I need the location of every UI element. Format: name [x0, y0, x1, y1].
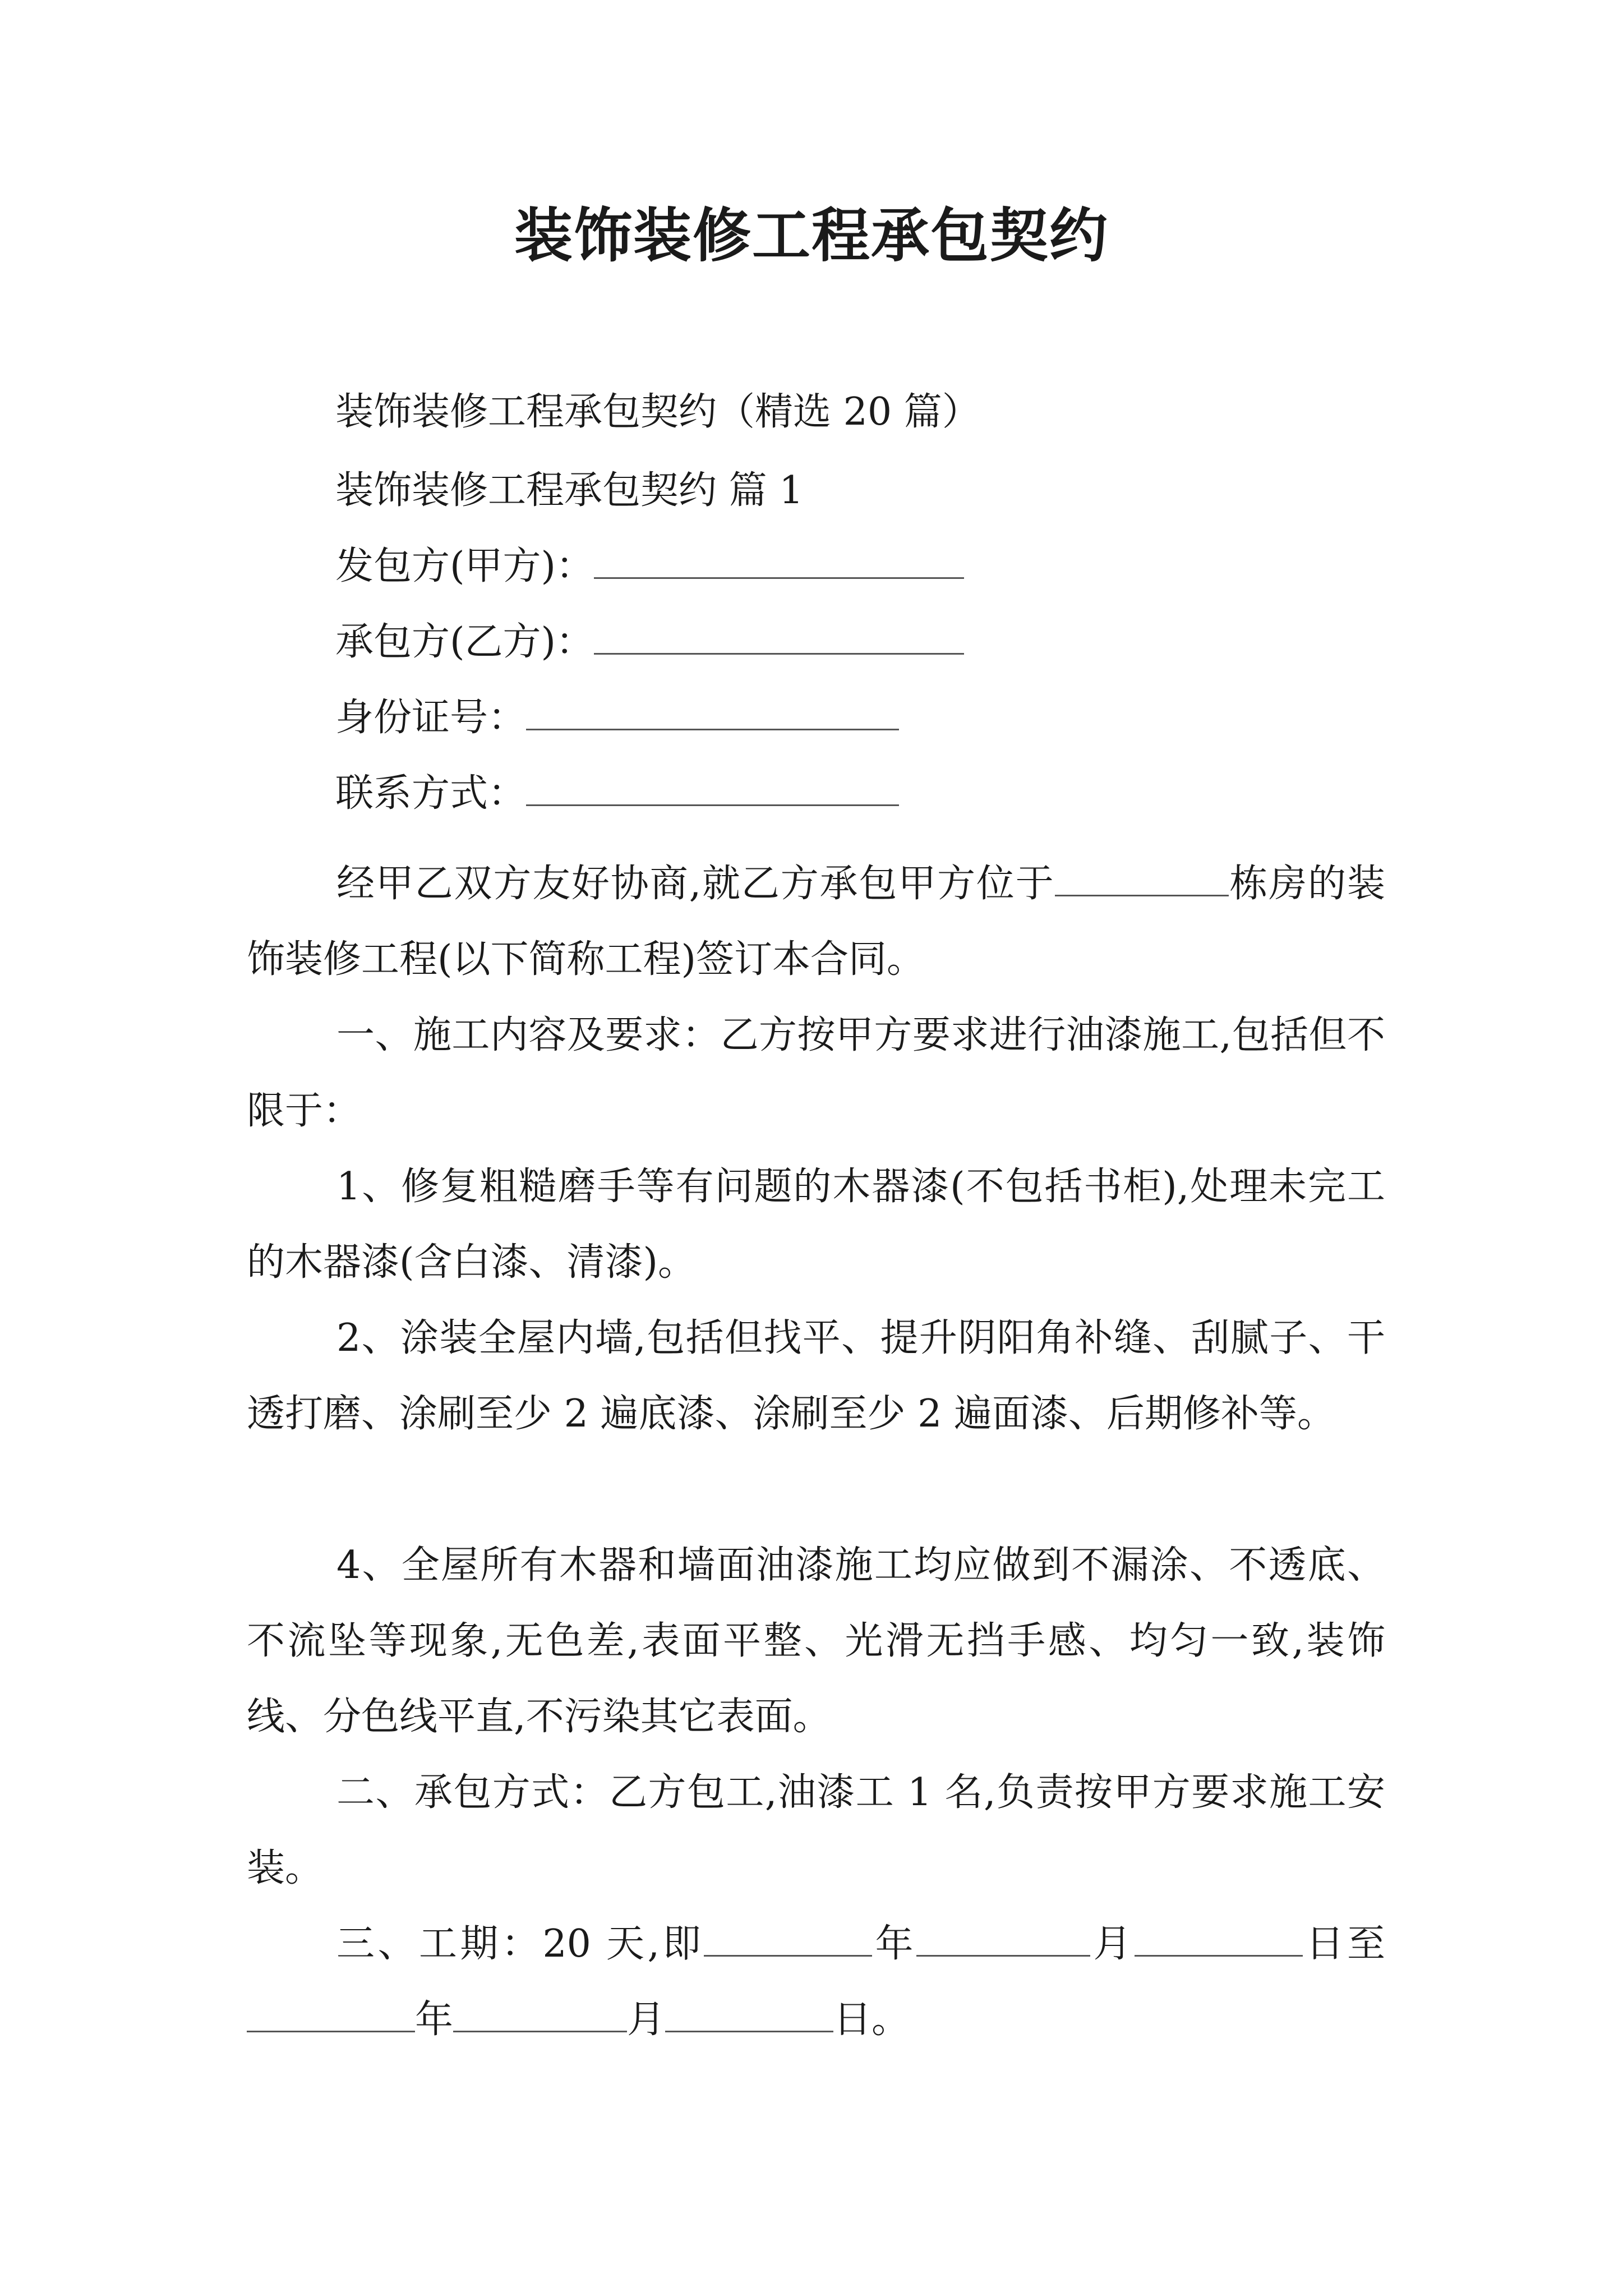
end-year-blank: [247, 1997, 415, 2032]
to-text: 至: [1347, 1922, 1385, 1966]
clause-1-item-1: 1、修复粗糙磨手等有问题的木器漆(不包括书柜),处理未完工的木器漆(含白漆、清漆)。: [247, 1165, 1385, 1285]
end-month-blank: [453, 1997, 627, 2032]
start-month-blank: [916, 1921, 1090, 1957]
contact-field: [335, 769, 899, 819]
document-title: 装饰装修工程承包契约: [514, 201, 1109, 270]
end-day-unit: 日。: [833, 1998, 910, 2042]
clause-3-paragraph: [247, 1906, 1385, 2058]
intro-text-2: 栋房的装饰装修工程(以下简称工程)签订本合同。: [247, 862, 1385, 982]
start-year-blank: [704, 1921, 872, 1957]
document-subtitle: 装饰装修工程承包契约（精选 20 篇）: [335, 390, 980, 434]
party-a-field: [335, 541, 964, 592]
intro-text-1: 经甲乙双方友好协商,就乙方承包甲方位于: [336, 862, 1055, 906]
contact-blank: [526, 771, 899, 806]
party-a-label: 发包方(甲方)：: [335, 544, 594, 588]
end-month-unit: 月: [627, 1998, 666, 2042]
intro-paragraph: [247, 846, 1385, 997]
party-b-blank: [594, 619, 964, 655]
party-b-label: 承包方(乙方)：: [335, 620, 594, 664]
clause-1-paragraph: 一、施工内容及要求：乙方按甲方要求进行油漆施工,包括但不限于：: [247, 1013, 1385, 1133]
clause-1-item-4: 4、全屋所有木器和墙面油漆施工均应做到不漏涂、不透底、不流坠等现象,无色差,表面平整、光滑无挡手感、均匀一致,装饰线、分色线平直,不污染其它表面。: [247, 1543, 1385, 1739]
building-blank: [1055, 861, 1229, 896]
party-b-field: [335, 617, 964, 668]
id-number-blank: [526, 695, 899, 730]
clause-2-paragraph: 二、承包方式：乙方包工,油漆工 1 名,负责按甲方要求施工安装。: [247, 1770, 1385, 1890]
party-a-blank: [594, 544, 964, 579]
clause-1-item-2: 2、涂装全屋内墙,包括但找平、提升阴阳角补缝、刮腻子、干透打磨、涂刷至少 2 遍底漆、涂刷至少 2 遍面漆、后期修补等。: [247, 1316, 1385, 1436]
id-number-label: 身份证号：: [335, 696, 527, 740]
end-year-unit: 年: [415, 1998, 454, 2042]
contact-label: 联系方式：: [335, 771, 527, 816]
start-month-unit: 月: [1090, 1922, 1135, 1966]
section-heading: 装饰装修工程承包契约 篇 1: [335, 468, 804, 513]
end-day-blank: [665, 1997, 833, 2032]
start-day-blank: [1135, 1921, 1303, 1957]
id-number-field: [335, 693, 899, 743]
start-year-unit: 年: [872, 1922, 917, 1966]
period-prefix: 三、工期：20 天,即: [336, 1922, 704, 1966]
start-day-unit: 日: [1303, 1922, 1347, 1966]
